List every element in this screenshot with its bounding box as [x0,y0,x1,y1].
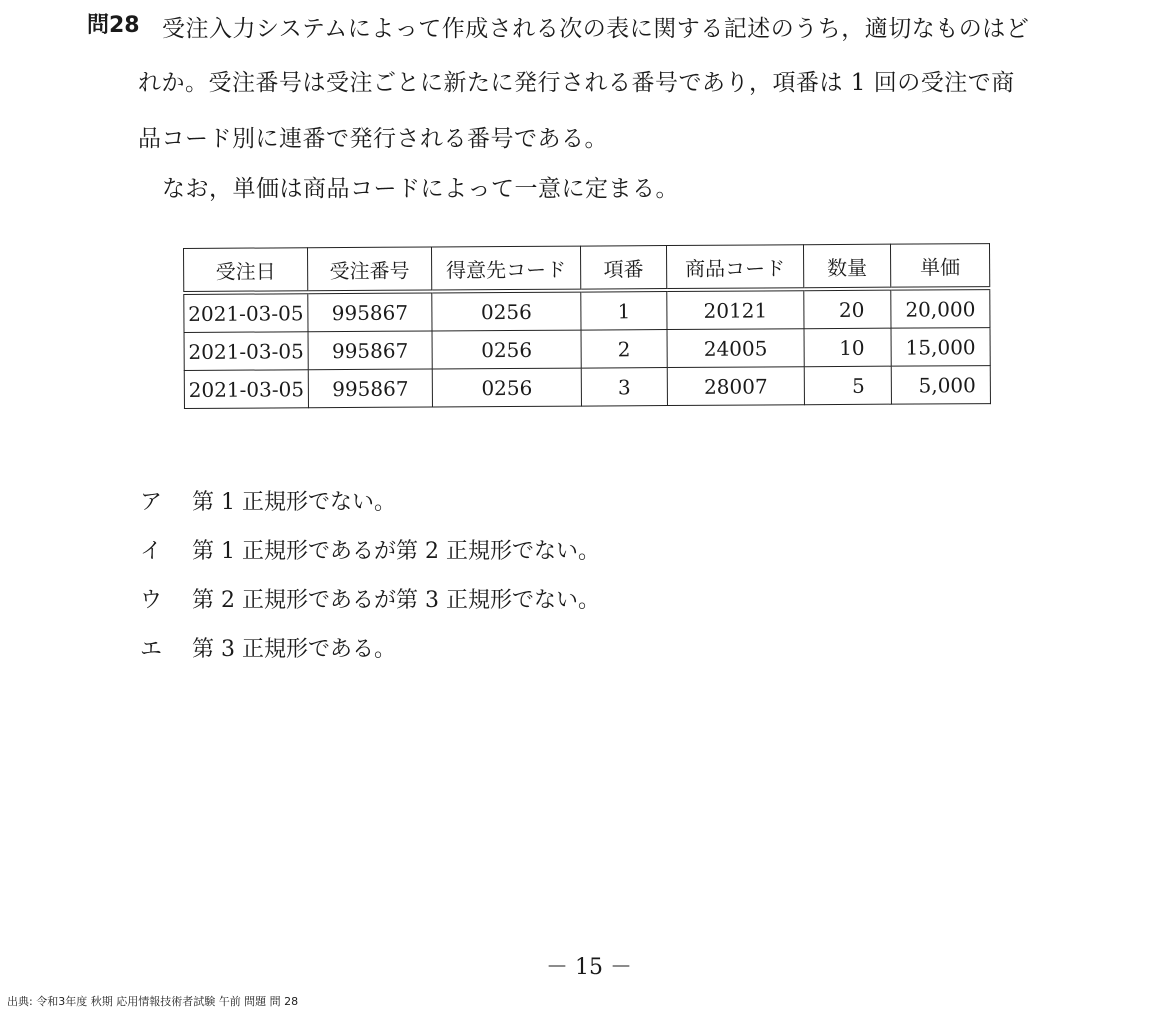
cell-order-date: 2021-03-05 [184,332,308,371]
table-row [184,366,990,409]
question-text-line-1: 受注入力システムによって作成される次の表に関する記述のうち，適切なものはど [162,16,1030,42]
table-row [184,288,990,332]
choice-e[interactable] [140,632,396,663]
cell-item-number: 1 [581,290,667,330]
cell-order-number: 995867 [308,291,432,331]
header-order-date: 受注日 [184,248,308,293]
header-product-code: 商品コード [666,245,803,290]
header-item-number: 項番 [580,246,666,291]
cell-item-number: 2 [581,330,667,369]
choice-a-text: 第 1 正規形でない。 [192,490,396,515]
choice-e-text: 第 3 正規形である。 [192,637,396,662]
cell-customer-code: 0256 [432,368,581,407]
cell-unit-price: 20,000 [891,288,990,328]
cell-unit-price: 5,000 [891,366,990,405]
choice-i-text: 第 1 正規形であるが第 2 正規形でない。 [192,539,600,564]
cell-quantity: 10 [804,328,891,367]
cell-order-date: 2021-03-05 [184,292,308,332]
choice-a-mark: ア [140,490,163,515]
choice-u-mark: ウ [140,588,163,613]
choice-i-mark: イ [140,539,163,564]
page-number: － 15 － [546,955,632,980]
choice-u-text: 第 2 正規形であるが第 3 正規形でない。 [192,588,600,613]
cell-order-number: 995867 [308,369,432,408]
table-row [184,328,990,371]
cell-product-code: 28007 [667,367,804,406]
cell-quantity: 20 [804,289,891,329]
cell-product-code: 24005 [667,329,804,368]
question-text-line-4: なお，単価は商品コードによって一意に定まる。 [162,176,679,202]
question-text-line-2: れか。受注番号は受注ごとに新たに発行される番号であり，項番は 1 回の受注で商 [138,70,1015,96]
table-header-row [184,244,990,293]
header-customer-code: 得意先コード [431,246,580,291]
header-unit-price: 単価 [890,244,989,289]
choice-a[interactable] [140,485,396,516]
header-order-number: 受注番号 [308,247,432,292]
source-citation: 出典: 令和3年度 秋期 応用情報技術者試験 午前 問題 問 28 [7,995,299,1008]
cell-order-date: 2021-03-05 [184,370,308,409]
cell-customer-code: 0256 [432,291,581,331]
choice-i[interactable] [140,534,600,565]
cell-unit-price: 15,000 [891,328,990,367]
cell-product-code: 20121 [667,289,804,329]
question-number: 問28 [87,13,140,38]
choice-e-mark: エ [140,637,163,662]
cell-item-number: 3 [581,368,667,407]
cell-customer-code: 0256 [432,330,581,369]
choice-u[interactable] [140,583,600,614]
cell-quantity: 5 [804,366,891,405]
order-table [183,243,991,409]
cell-order-number: 995867 [308,331,432,370]
header-quantity: 数量 [803,244,890,289]
question-text-line-3: 品コード別に連番で発行される番号である。 [138,126,608,152]
